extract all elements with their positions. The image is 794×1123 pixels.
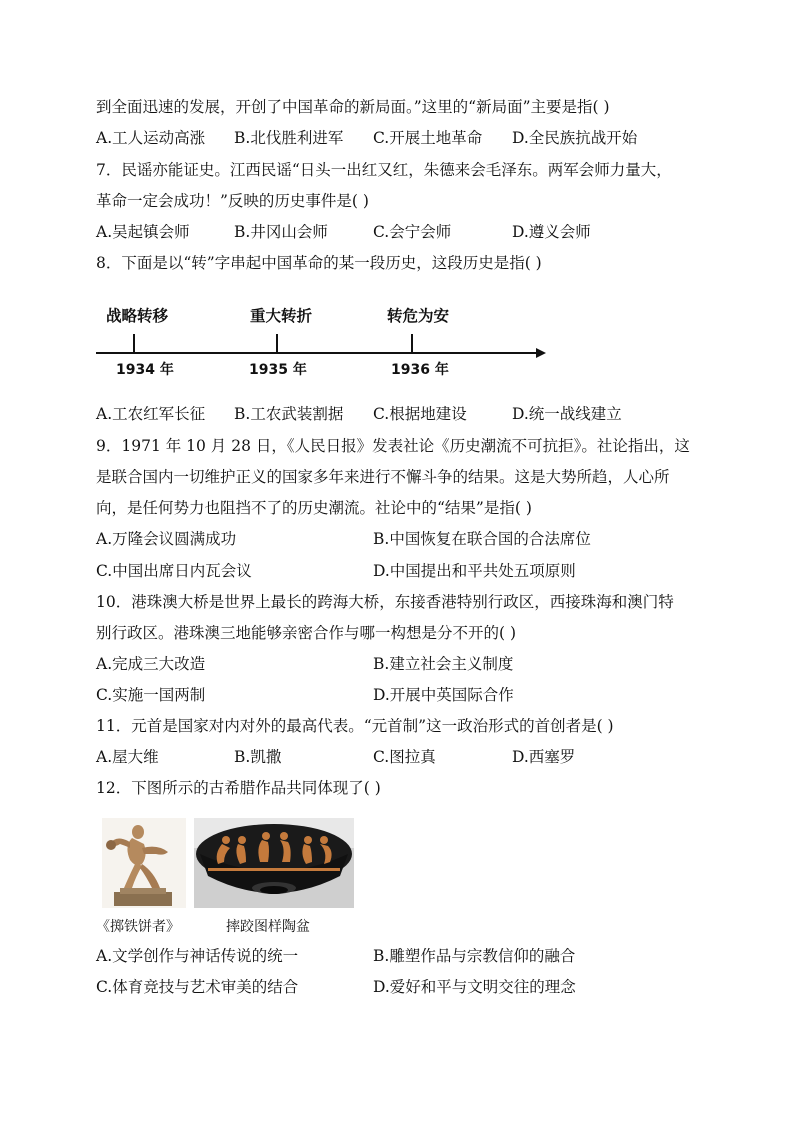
timeline-year-1: 1934 年: [116, 362, 174, 378]
q8-option-c[interactable]: C.根据地建设: [373, 405, 467, 423]
caption-discobolus: 《掷铁饼者》: [96, 919, 180, 935]
q7-option-a[interactable]: A.吴起镇会师: [96, 223, 190, 241]
q12-option-d[interactable]: D.爱好和平与文明交往的理念: [373, 978, 576, 996]
q11-stem: 11．元首是国家对内对外的最高代表。“元首制”这一政治形式的首创者是( ): [96, 717, 614, 735]
q7-stem-line-1: 7．民谣亦能证史。江西民谣“日头一出红又红，朱德来会毛泽东。两军会师力量大，: [96, 161, 672, 179]
q12-option-a[interactable]: A.文学创作与神话传说的统一: [96, 947, 299, 965]
discobolus-image: [102, 818, 186, 908]
q11-option-c[interactable]: C.图拉真: [373, 748, 436, 766]
q7-stem-line-2: 革命一定会成功！”反映的历史事件是( ): [96, 192, 369, 210]
q12-stem: 12．下图所示的古希腊作品共同体现了( ): [96, 779, 381, 797]
q10-stem-line-2: 别行政区。港珠澳三地能够亲密合作与哪一构想是分不开的( ): [96, 624, 517, 642]
q9-stem-line-3: 向，是任何势力也阻挡不了的历史潮流。社论中的“结果”是指( ): [96, 499, 532, 517]
timeline-label-2: 重大转折: [250, 307, 313, 325]
q8-stem: 8．下面是以“转”字串起中国革命的某一段历史，这段历史是指( ): [96, 254, 542, 272]
q11-option-b[interactable]: B.凯撒: [234, 748, 282, 766]
q6-option-d[interactable]: D.全民族抗战开始: [512, 129, 638, 147]
caption-wrestling-pottery: 摔跤图样陶盆: [226, 919, 310, 935]
q9-stem-line-2: 是联合国内一切维护正义的国家多年来进行不懈斗争的结果。这是大势所趋，人心所: [96, 468, 670, 486]
timeline-arrow-icon: [536, 348, 546, 358]
q10-stem-line-1: 10．港珠澳大桥是世界上最长的跨海大桥，东接香港特别行政区，西接珠海和澳门特: [96, 593, 674, 611]
q11-option-d[interactable]: D.西塞罗: [512, 748, 576, 766]
q10-option-c[interactable]: C.实施一国两制: [96, 686, 206, 704]
q10-option-a[interactable]: A.完成三大改造: [96, 655, 206, 673]
q8-option-b[interactable]: B.工农武装割据: [234, 405, 344, 423]
q6-stem-end: 到全面迅速的发展，开创了中国革命的新局面。”这里的“新局面”主要是指( ): [96, 98, 610, 116]
timeline-year-3: 1936 年: [391, 362, 449, 378]
q6-option-b[interactable]: B.北伐胜利进军: [234, 129, 344, 147]
q8-option-a[interactable]: A.工农红军长征: [96, 405, 206, 423]
q10-option-d[interactable]: D.开展中英国际合作: [373, 686, 514, 704]
timeline-label-1: 战略转移: [106, 307, 169, 325]
q6-option-c[interactable]: C.开展土地革命: [373, 129, 483, 147]
timeline-label-3: 转危为安: [387, 307, 450, 325]
timeline-year-2: 1935 年: [249, 362, 307, 378]
q10-option-b[interactable]: B.建立社会主义制度: [373, 655, 514, 673]
q6-option-a[interactable]: A.工人运动高涨: [96, 129, 206, 147]
q9-stem-line-1: 9．1971 年 10 月 28 日，《人民日报》发表社论《历史潮流不可抗拒》。社论指出，这: [96, 437, 690, 455]
q8-option-d[interactable]: D.统一战线建立: [512, 405, 622, 423]
q7-option-d[interactable]: D.遵义会师: [512, 223, 591, 241]
q9-option-d[interactable]: D.中国提出和平共处五项原则: [373, 562, 576, 580]
q12-option-b[interactable]: B.雕塑作品与宗教信仰的融合: [373, 947, 576, 965]
q9-option-c[interactable]: C.中国出席日内瓦会议: [96, 562, 252, 580]
q9-option-b[interactable]: B.中国恢复在联合国的合法席位: [373, 530, 591, 548]
q11-option-a[interactable]: A.屋大维: [96, 748, 159, 766]
q7-option-c[interactable]: C.会宁会师: [373, 223, 452, 241]
q7-option-b[interactable]: B.井冈山会师: [234, 223, 328, 241]
q12-option-c[interactable]: C.体育竞技与艺术审美的结合: [96, 978, 299, 996]
wrestling-pottery-image: [194, 818, 354, 908]
q9-option-a[interactable]: A.万隆会议圆满成功: [96, 530, 237, 548]
